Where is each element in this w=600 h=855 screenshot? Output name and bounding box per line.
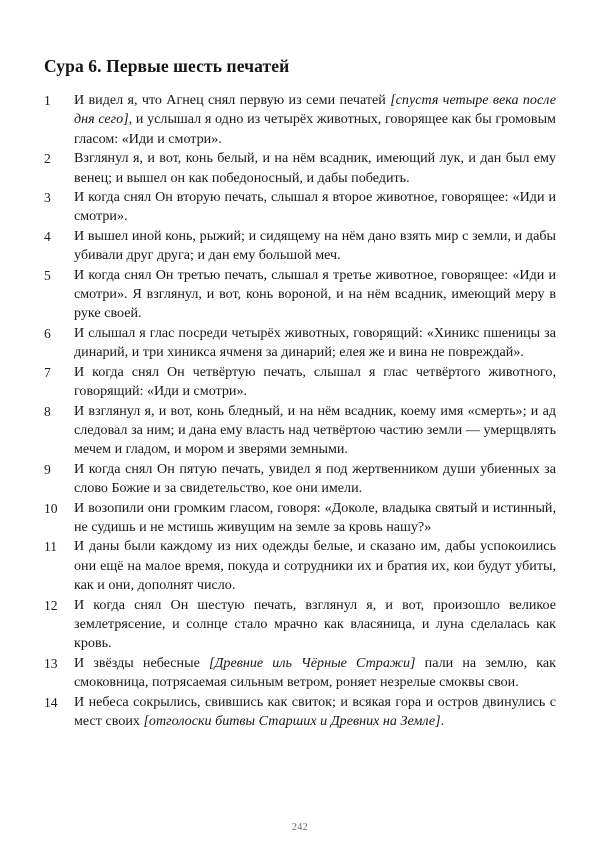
verse-text [74,149,556,188]
editorial-gloss: [Древние иль Чёрные Стражи] [208,654,416,671]
verse-text [74,693,556,732]
verse-number: 11 [44,539,58,555]
editorial-gloss: [отголоски битвы Старших и Древних на Земле] [143,713,441,729]
verse-number: 1 [44,93,51,108]
verse-row [44,188,556,227]
verse-text-run: И когда снял Он четвёртую печать, слышал я глас четвёртого животного, говорящий: «Иди и смотри». [74,363,556,400]
verse-number: 14 [44,694,58,710]
verse-text [74,363,556,402]
verse-text-run: . [440,713,445,729]
verse-number: 2 [44,151,51,167]
verse-text [74,402,556,460]
verse-number: 7 [44,364,51,380]
verse-number: 12 [44,597,58,613]
verse-text-run: И взглянул я, и вот, конь бледный, и на нём всадник, коему имя «смерть»; и ад следовал за ним; и дана ему власть над четвёртою частию земли — умерщвлять мечем и гладом, и мором и зверями земными. [74,402,556,458]
verse-number: 6 [44,325,51,341]
verse-text [74,460,556,499]
verse-text-run: И видел я, что Агнец снял первую из семи печатей [74,92,391,108]
verse-text-run: Взглянул я, и вот, конь белый, и на нём всадник, имеющий лук, и дан был ему венец; и вышел он как победоносный, и дабы победить. [74,150,556,186]
verse-number: 3 [44,190,51,206]
verse-text-run: И вышел иной конь, рыжий; и сидящему на нём дано взять мир с земли, и дабы убивали друг друга; и дан ему большой меч. [74,227,556,264]
verse-number: 4 [44,228,51,244]
verse-row [44,654,556,693]
verse-number: 9 [44,461,51,477]
verse-row [44,460,556,499]
verse-text [74,227,556,266]
verse-text [74,499,556,538]
verse-text [74,91,556,149]
verse-text-run: , и услышал я одно из четырёх животных, говорящее как бы громовым гласом: «Иди и смотри». [74,111,556,147]
verse-row [44,596,556,654]
verse-row [44,324,556,363]
verse-text [74,654,556,693]
verse-text-run: И даны были каждому из них одежды белые, и сказано им, дабы успокоились они ещё на малое время, покуда и сотрудники их и братия их, кои будут убиты, как и они, дополнят число. [74,538,556,594]
verse-text-run: И когда снял Он пятую печать, увидел я под жертвенником души убиенных за слово Божие и за свидетельство, кое они имели. [74,460,556,497]
verse-text-run: И когда снял Он шестую печать, взглянул я, и вот, произошло великое землетрясение, и солнце стало мрачно как власяница, и луна сделалась как кровь. [74,596,556,652]
verse-row [44,91,556,149]
verse-text-run: И небеса сокрылись, свившись как свиток; и всякая гора и остров двинулись с мест своих [74,693,556,729]
verse-text [74,324,556,363]
verse-row [44,499,556,538]
verse-row [44,149,556,188]
verse-text-run: пали на землю, как смоковница, потрясаемая сильным ветром, роняет незрелые смоквы свои. [74,654,556,691]
verse-text-run: И когда снял Он вторую печать, слышал я второе животное, говорящее: «Иди и смотри». [74,189,556,225]
verse-list [44,91,556,731]
verse-row [44,363,556,402]
verse-text [74,266,556,324]
verse-number: 8 [44,403,51,419]
verse-text-run: И звёзды небесные [74,654,209,671]
verse-text [74,596,556,654]
verse-text-run: И слышал я глас посреди четырёх животных, говорящий: «Хиникс пшеницы за динарий, и три хиникса ячменя за динарий; елея же и вина не повреждай». [74,324,556,361]
verse-text [74,188,556,227]
verse-number: 13 [44,655,58,671]
verse-row [44,227,556,266]
verse-row [44,402,556,460]
page-number: 242 [291,822,309,833]
verse-row [44,266,556,324]
verse-number: 10 [44,500,58,516]
verse-number: 5 [44,267,51,283]
verse-text-run: И когда снял Он третью печать, слышал я третье животное, говорящее: «Иди и смотри». Я взглянул, и вот, конь вороной, и на нём всадник, имеющий меру в руке своей. [74,266,556,322]
page-title: Сура 6. Первые шесть печатей [44,55,290,76]
verse-text-run: И возопили они громким гласом, говоря: «Доколе, владыка святый и истинный, не судишь и не мстишь живущим на земле за кровь нашу?» [74,499,556,535]
verse-row [44,693,556,732]
verse-text [74,537,556,595]
editorial-gloss: [спустя четыре века после дня сего] [74,92,556,128]
verse-row [44,537,556,595]
